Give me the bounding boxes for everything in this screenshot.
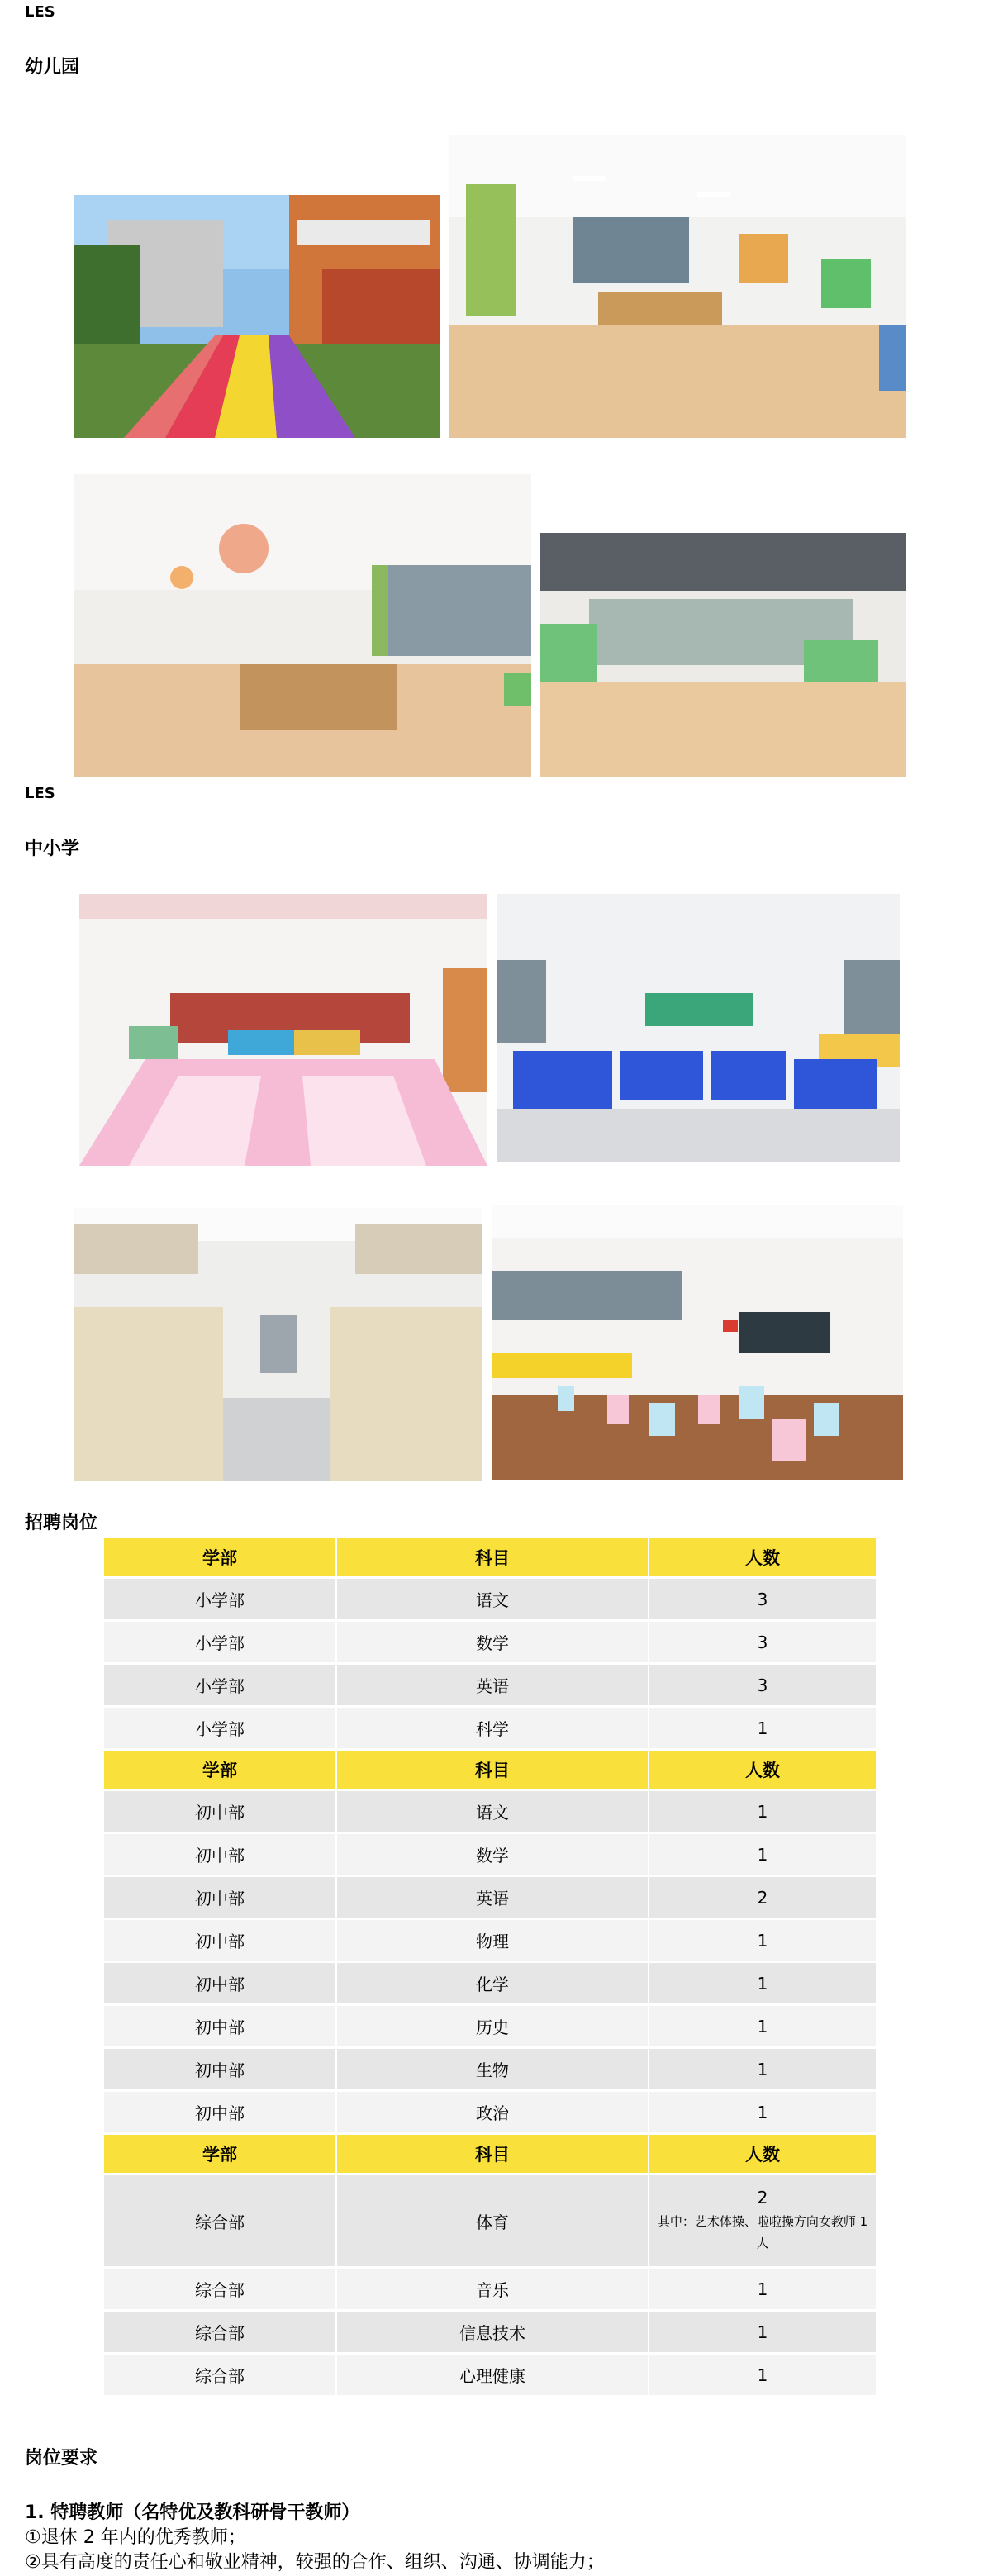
header-dept: 学部 [104,1538,335,1579]
count-cell: 1 [649,2312,876,2355]
table-row [104,1791,876,1834]
header-dept: 学部 [104,2135,335,2175]
header-count: 人数 [649,2135,876,2175]
subject-cell: 信息技术 [337,2312,648,2355]
requirements-title: 岗位要求 [25,2448,98,2469]
table-row [104,2092,876,2135]
count-cell [649,2175,876,2269]
subject-cell: 历史 [337,2006,648,2049]
table-row [104,1834,876,1877]
recruitment-table [102,1538,877,2398]
dept-cell: 初中部 [104,1791,335,1834]
count-note: 其中：艺术体操、啦啦操方向女教师 1 人 [657,2214,868,2250]
subject-cell: 语文 [337,1791,648,1834]
count-cell: 1 [649,2269,876,2312]
dept-cell: 综合部 [104,2269,335,2312]
table-header-row [104,1538,876,1579]
table-row [104,1877,876,1920]
kindergarten-activity-room-photo [74,474,531,777]
dept-cell: 初中部 [104,1963,335,2006]
brand-label-2: LES [25,785,55,802]
count-cell: 2 [649,1877,876,1920]
subject-cell: 数学 [337,1622,648,1665]
brand-label: LES [25,3,55,21]
subject-cell: 英语 [337,1665,648,1708]
requirement-line-2: ②具有高度的责任心和敬业精神，较强的合作、组织、沟通、协调能力； [25,2552,605,2573]
kindergarten-hall-photo [540,533,906,777]
table-row [104,1708,876,1751]
count-cell: 1 [649,2006,876,2049]
count-cell: 1 [649,2049,876,2092]
dept-cell: 小学部 [104,1708,335,1751]
dept-cell: 小学部 [104,1579,335,1622]
table-row [104,2006,876,2049]
header-count: 人数 [649,1538,876,1579]
table-header-row [104,2135,876,2175]
table-row [104,1963,876,2006]
kindergarten-campus-photo [74,195,440,438]
dept-cell: 初中部 [104,1834,335,1877]
subject-cell: 政治 [337,2092,648,2135]
section-title-kindergarten: 幼儿园 [25,57,80,78]
dept-cell: 初中部 [104,1877,335,1920]
subject-cell: 心理健康 [337,2355,648,2398]
count-cell: 3 [649,1579,876,1622]
school-music-room-photo [492,1205,903,1480]
dept-cell: 初中部 [104,1920,335,1963]
kindergarten-classroom-photo [449,135,906,438]
count-cell: 3 [649,1622,876,1665]
count-cell: 1 [649,2092,876,2135]
count-cell: 1 [649,1708,876,1751]
subject-cell: 化学 [337,1963,648,2006]
table-row [104,2312,876,2355]
subject-cell: 英语 [337,1877,648,1920]
subject-cell: 体育 [337,2175,648,2269]
table-row [104,1665,876,1708]
dept-cell: 初中部 [104,2092,335,2135]
subject-cell: 音乐 [337,2269,648,2312]
dept-cell: 初中部 [104,2006,335,2049]
requirement-item-1: 1. 特聘教师（名特优及教科研骨干教师） [25,2502,360,2523]
header-count: 人数 [649,1751,876,1791]
dept-cell: 综合部 [104,2175,335,2269]
count-cell: 1 [649,1834,876,1877]
requirement-line-1: ①退休 2 年内的优秀教师； [25,2527,246,2548]
table-row [104,2175,876,2269]
section-title-school: 中小学 [25,839,80,859]
count-cell: 1 [649,2355,876,2398]
count-value: 2 [757,2188,768,2208]
subject-cell: 科学 [337,1708,648,1751]
dept-cell: 综合部 [104,2312,335,2355]
table-row [104,1579,876,1622]
jobs-title: 招聘岗位 [25,1513,98,1533]
header-subject: 科目 [337,2135,648,2175]
count-cell: 1 [649,1963,876,2006]
header-subject: 科目 [337,1751,648,1791]
dept-cell: 综合部 [104,2355,335,2398]
subject-cell: 数学 [337,1834,648,1877]
table-row [104,2049,876,2092]
table-header-row [104,1751,876,1791]
subject-cell: 物理 [337,1920,648,1963]
count-cell: 1 [649,1920,876,1963]
table-row [104,2269,876,2312]
dept-cell: 小学部 [104,1665,335,1708]
table-row [104,1622,876,1665]
header-subject: 科目 [337,1538,648,1579]
school-classroom-photo [497,894,900,1162]
header-dept: 学部 [104,1751,335,1791]
count-cell: 3 [649,1665,876,1708]
table-row [104,1920,876,1963]
dept-cell: 小学部 [104,1622,335,1665]
subject-cell: 生物 [337,2049,648,2092]
school-dormitory-photo [74,1208,482,1481]
subject-cell: 语文 [337,1579,648,1622]
table-row [104,2355,876,2398]
count-cell: 1 [649,1791,876,1834]
dept-cell: 初中部 [104,2049,335,2092]
school-library-photo [79,894,487,1166]
